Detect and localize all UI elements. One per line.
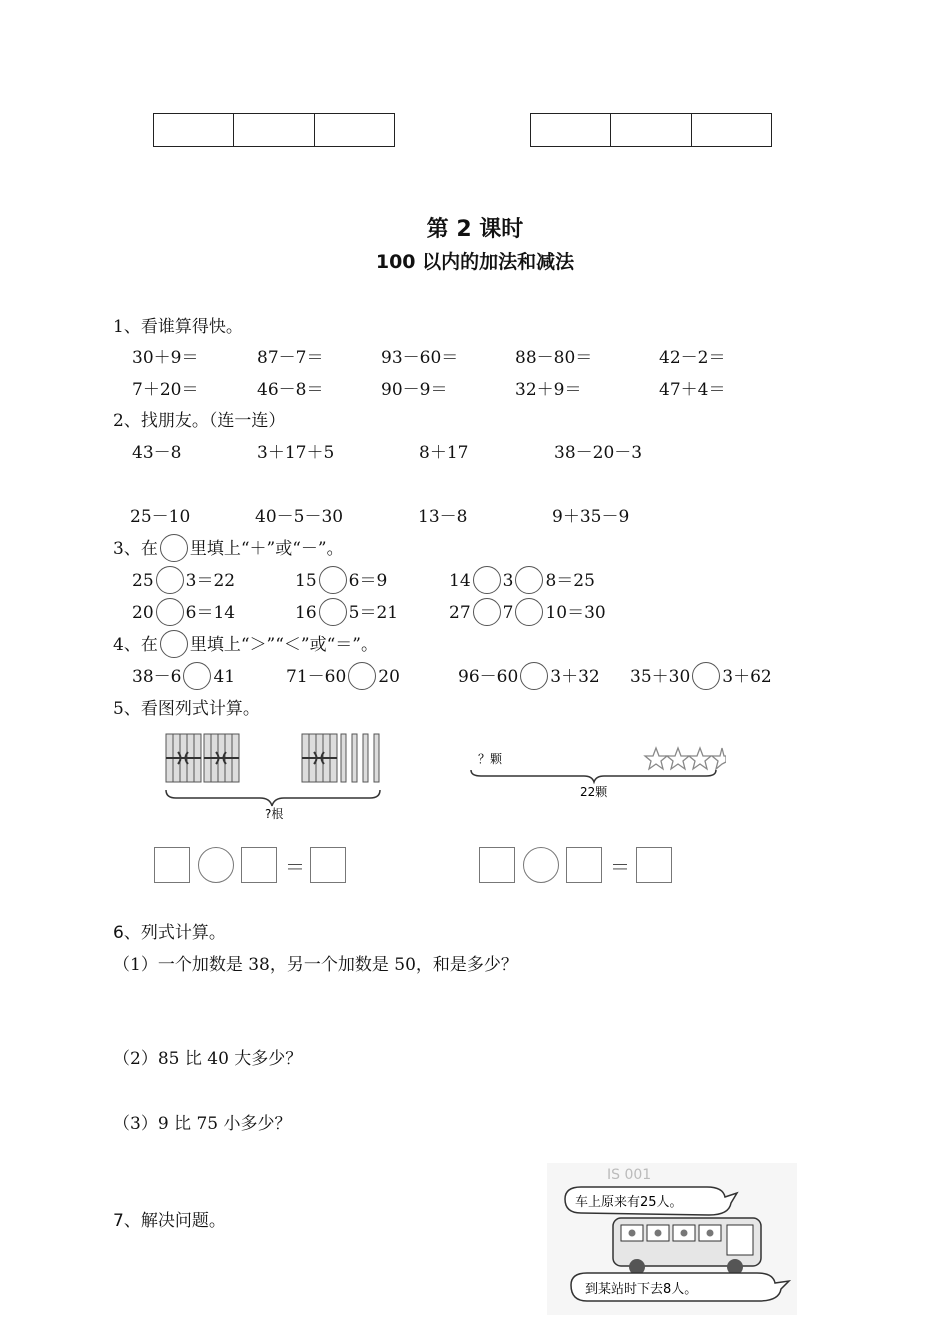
q3-item: 27 7 10＝30 bbox=[449, 598, 606, 626]
equals-sign: ＝ bbox=[285, 855, 305, 879]
answer-square[interactable] bbox=[154, 847, 190, 883]
sticks-bundle-image bbox=[160, 728, 390, 823]
circle-blank[interactable] bbox=[692, 662, 720, 690]
q2-bottom-expr: 40－5－30 bbox=[255, 507, 344, 527]
answer-square[interactable] bbox=[241, 847, 277, 883]
circle-blank bbox=[160, 534, 188, 562]
star-icon bbox=[689, 748, 711, 769]
q3-label-prefix: 3、在 bbox=[113, 539, 158, 559]
circle-blank[interactable] bbox=[319, 598, 347, 626]
q6-problem-2: （2）85 比 40 大多少？ bbox=[113, 1049, 303, 1069]
circle-blank[interactable] bbox=[473, 566, 501, 594]
answer-square[interactable] bbox=[566, 847, 602, 883]
circle-blank bbox=[160, 630, 188, 658]
page-subtitle: 100 以内的加法和减法 bbox=[375, 251, 575, 273]
star-icon bbox=[645, 748, 667, 769]
pic2-left-label: ？颗 bbox=[478, 752, 503, 766]
star-icon bbox=[667, 748, 689, 769]
q2-top-expr: 38－20－3 bbox=[554, 443, 643, 463]
bus-icon bbox=[613, 1218, 761, 1275]
bubble-bottom: 到某站时下去8人。 bbox=[585, 1282, 698, 1297]
q3-item: 15 6＝9 bbox=[295, 566, 387, 594]
answer-square[interactable] bbox=[310, 847, 346, 883]
pic2-caption: 22颗 bbox=[580, 785, 608, 799]
circle-blank[interactable] bbox=[515, 598, 543, 626]
q4-label-prefix: 4、在 bbox=[113, 635, 158, 655]
answer-square[interactable] bbox=[636, 847, 672, 883]
stars-image bbox=[466, 738, 726, 808]
q6-problem-1: （1）一个加数是 38，另一个加数是 50，和是多少？ bbox=[113, 955, 518, 975]
equals-sign: ＝ bbox=[610, 855, 630, 879]
q1-expr: 47＋4＝ bbox=[659, 380, 726, 400]
q7-label: 7、解决问题。 bbox=[113, 1211, 226, 1231]
q2-bottom-expr: 25－10 bbox=[130, 507, 191, 527]
answer-box-left bbox=[153, 113, 395, 147]
q4-item: 96－60 3＋32 bbox=[458, 662, 600, 690]
q1-expr: 42－2＝ bbox=[659, 348, 726, 368]
circle-blank[interactable] bbox=[473, 598, 501, 626]
q3-label-suffix: 里填上“＋”或“－”。 bbox=[189, 539, 344, 559]
corner-text: IS 001 bbox=[607, 1167, 652, 1183]
q1-expr: 30＋9＝ bbox=[132, 348, 199, 368]
q1-expr: 90－9＝ bbox=[381, 380, 448, 400]
q3-item: 25 3＝22 bbox=[132, 566, 235, 594]
q2-bottom-expr: 9＋35－9 bbox=[552, 507, 630, 527]
q4-label-suffix: 里填上“＞”“＜”或“＝”。 bbox=[189, 635, 378, 655]
answer-circle[interactable] bbox=[523, 847, 559, 883]
q3-item: 20 6＝14 bbox=[132, 598, 235, 626]
q1-expr: 46－8＝ bbox=[257, 380, 324, 400]
q2-bottom-expr: 13－8 bbox=[418, 507, 468, 527]
q2-top-expr: 3＋17＋5 bbox=[257, 443, 335, 463]
q4-item: 38－6 41 bbox=[132, 662, 235, 690]
q1-expr: 7＋20＝ bbox=[132, 380, 199, 400]
q5-label: 5、看图列式计算。 bbox=[113, 699, 260, 719]
q2-label: 2、找朋友。（连一连） bbox=[113, 411, 286, 431]
q1-expr: 32＋9＝ bbox=[515, 380, 582, 400]
circle-blank[interactable] bbox=[520, 662, 548, 690]
answer-box-right bbox=[530, 113, 772, 147]
bus-image bbox=[547, 1163, 797, 1315]
q6-problem-3: （3）9 比 75 小多少？ bbox=[113, 1114, 292, 1134]
q6-label: 6、列式计算。 bbox=[113, 923, 226, 943]
q1-expr: 87－7＝ bbox=[257, 348, 324, 368]
pic1-caption: ?根 bbox=[265, 807, 284, 821]
q1-label: 1、看谁算得快。 bbox=[113, 317, 243, 337]
q3-item: 16 5＝21 bbox=[295, 598, 398, 626]
q4-item: 35＋30 3＋62 bbox=[630, 662, 772, 690]
page-title: 第 2 课时 bbox=[426, 217, 524, 242]
q2-top-expr: 8＋17 bbox=[419, 443, 469, 463]
circle-blank[interactable] bbox=[515, 566, 543, 594]
circle-blank[interactable] bbox=[183, 662, 211, 690]
answer-square[interactable] bbox=[479, 847, 515, 883]
answer-circle[interactable] bbox=[198, 847, 234, 883]
q4-label bbox=[113, 630, 378, 658]
bubble-top: 车上原来有25人。 bbox=[575, 1195, 683, 1210]
circle-blank[interactable] bbox=[156, 598, 184, 626]
q4-item: 71－60 20 bbox=[286, 662, 400, 690]
circle-blank[interactable] bbox=[348, 662, 376, 690]
q1-expr: 93－60＝ bbox=[381, 348, 459, 368]
q3-item: 14 3 8＝25 bbox=[449, 566, 595, 594]
circle-blank[interactable] bbox=[156, 566, 184, 594]
star-icon bbox=[712, 748, 726, 769]
circle-blank[interactable] bbox=[319, 566, 347, 594]
q2-top-expr: 43－8 bbox=[132, 443, 182, 463]
q3-label bbox=[113, 534, 344, 562]
q1-expr: 88－80＝ bbox=[515, 348, 593, 368]
